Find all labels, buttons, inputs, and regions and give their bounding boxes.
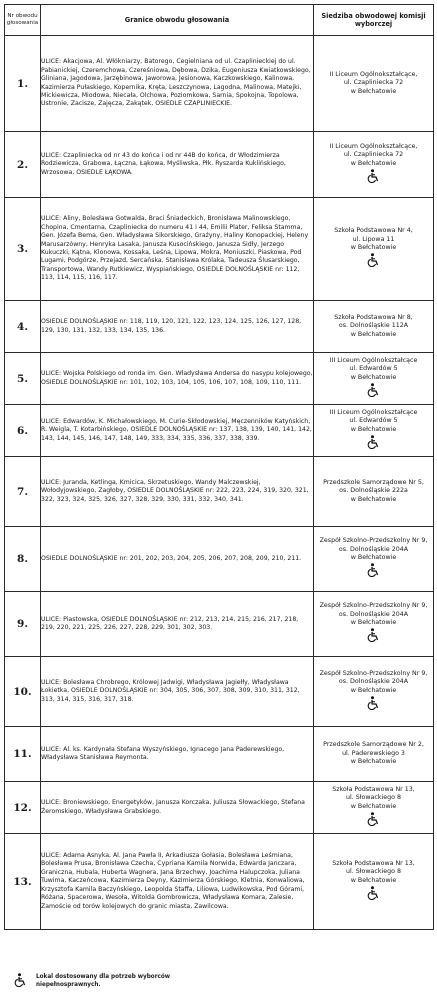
table-row <box>5 36 434 132</box>
seat-city: w Bełchatowie <box>350 876 397 884</box>
seat-name: III Liceum Ogólnokształcące <box>329 408 418 416</box>
seat-street: os. Dolnośląskie 204A <box>338 545 409 553</box>
wheelchair-icon <box>14 973 27 987</box>
table-row <box>5 592 434 657</box>
seat-city: w Bełchatowie <box>350 373 397 381</box>
seat-name: II Liceum Ogólnokształcące, <box>329 70 418 78</box>
district-number: 1. <box>5 36 41 132</box>
legend-text: Lokal dostosowany dla potrzeb wyborców niepełnosprawnych. <box>36 974 171 988</box>
table-row <box>5 457 434 527</box>
table-row <box>5 353 434 405</box>
seat-city: w Bełchatowie <box>350 495 397 503</box>
table-row <box>5 782 434 834</box>
district-number: 10. <box>5 657 41 727</box>
header-commission-seat: Siedziba obwodowej komisji wyborczej <box>314 5 434 36</box>
seat-name: Szkoła Podstawowa Nr 13, <box>332 859 415 867</box>
seat-name: Szkoła Podstawowa Nr 4, <box>334 227 413 235</box>
seat-city: w Bełchatowie <box>350 758 397 766</box>
district-number: 3. <box>5 198 41 301</box>
district-number: 9. <box>5 592 41 657</box>
wheelchair-icon <box>367 563 380 577</box>
seat-city: w Bełchatowie <box>350 686 397 694</box>
seat-city: w Bełchatowie <box>350 159 397 167</box>
seat-city: w Bełchatowie <box>350 425 397 433</box>
seat-street: ul. Edwardów 5 <box>349 417 398 425</box>
seat-name: Zespół Szkolno-Przedszkolny Nr 9, <box>319 537 428 545</box>
commission-seat <box>314 353 434 405</box>
table-header-row <box>5 5 434 36</box>
seat-street: os. Dolnośląskie 222a <box>339 487 408 495</box>
district-bounds: ULICE: Piastowska, OSIEDLE DOLNOŚLĄSKIE nr: 212, 213, 214, 215, 216, 217, 218, 219, 220, 221, 225, 226, 227, 228, 229, 301, 302, 303. <box>41 592 314 657</box>
district-number: 6. <box>5 405 41 457</box>
wheelchair-icon <box>367 628 380 642</box>
commission-seat <box>314 198 434 301</box>
district-number: 7. <box>5 457 41 527</box>
seat-street: ul. Słowackiego 8 <box>346 868 401 876</box>
seat-city: w Bełchatowie <box>350 244 397 251</box>
seat-street: ul. Edwardów 5 <box>349 365 398 373</box>
district-number: 4. <box>5 301 41 353</box>
seat-city: w Bełchatowie <box>350 330 397 338</box>
district-bounds: ULICE: Wojska Polskiego od ronda im. Gen. Władysława Andersa do nasypu kolejowego, OSIEDLE DOLNOŚLĄSKIE nr: 101, 102, 103, 104, 105, 106, 107, 108, 109, 110, 111. <box>41 353 314 405</box>
district-number: 13. <box>5 834 41 930</box>
district-bounds: ULICE: Edwardów, K. Michałowskiego, M. Curie-Skłodowskiej, Męczenników Katyńskich, R. Weigla, T. Kotarbińskiego, OSIEDLE DOLNOŚLĄSKIE nr: 137, 138, 139, 140, 141, 142, 143, 144, 145, 146, 147, 148, 149, 333, 334, 335, 336, 337, 338, 339. <box>41 405 314 457</box>
table-row <box>5 405 434 457</box>
commission-seat <box>314 782 434 834</box>
seat-name: II Liceum Ogólnokształcące, <box>329 142 418 150</box>
district-bounds: ULICE: Czaplinіecka od nr 43 do końca i od nr 44B do końca, dr Włodzimierza Rodziewicza, Grabowa, Łączna, Łąkowa, Myśliwska, Płk. Ryszarda Kuklińskiego, Wrzosowa, OSIEDLE ŁĄKOWA. <box>41 132 314 198</box>
wheelchair-icon <box>367 435 380 449</box>
commission-seat <box>314 36 434 132</box>
commission-seat <box>314 405 434 457</box>
district-number: 8. <box>5 527 41 592</box>
commission-seat <box>314 657 434 727</box>
seat-street: ul. Czapliniecka 72 <box>343 79 404 87</box>
seat-name: Zespół Szkolno-Przedszkolny Nr 9, <box>319 669 428 677</box>
commission-seat <box>314 527 434 592</box>
table-row <box>5 657 434 727</box>
commission-seat <box>314 301 434 353</box>
district-bounds: ULICE: Adama Asnyka, Al. Jana Pawła II, Arkadiusza Gołasia, Bolesława Leśmiana, Bolesława Prusa, Bronisława Czecha, Cypriana Kamila Norwida, Edwarda Janczara, Graniczna, Hubala, Huberta Wagnera, Jana Brzechwy, Joachima Halupczoka, Juliana Tuwima, Kaczeńcowa, Kazimierza Deyny, Kazimierza Górskiego, Kletnia, Konwaliowa, Krzysztofa Kamila Baczyńskiego, Leopolda Staffa, Liliowa, Ludwikowska, Pod Górami, Różana, Spacerowa, Wesoła, Witolda Gombrowicza, Władysława Komara, Zalesie, Zamoście od torów kolejowych do granic miasta, Zawilcowa. <box>41 834 314 930</box>
table-row <box>5 527 434 592</box>
district-bounds: OSIEDLE DOLNOŚLĄSKIE nr: 118, 119, 120, 121, 122, 123, 124, 125, 126, 127, 128, 129, 130, 131, 132, 133, 134, 135, 136. <box>41 301 314 353</box>
seat-city: w Bełchatowie <box>350 802 397 810</box>
seat-name: Szkoła Podstawowa Nr 13, <box>332 785 415 793</box>
table-row <box>5 301 434 353</box>
district-number: 11. <box>5 727 41 782</box>
seat-name: Szkoła Podstawowa Nr 8, <box>334 313 413 321</box>
commission-seat <box>314 592 434 657</box>
wheelchair-icon <box>367 812 380 826</box>
seat-name: Zespół Szkolno-Przedszkolny Nr 9, <box>319 602 428 610</box>
seat-city: w Bełchatowie <box>350 87 397 95</box>
district-bounds: ULICE: Juranda, Ketlinga, Kmicica, Skrzetuskiego, Wandy Malczewskiej, Wołodyjowskiego, Zagłoby, OSIEDLE DOLNOŚLĄSKIE nr: 222, 223, 224, 319, 320, 321, 322, 323, 324, 325, 326, 327, 328, 329, 330, 331, 332, 340, 341. <box>41 457 314 527</box>
district-number: 12. <box>5 782 41 834</box>
district-bounds: ULICE: Broniewskiego, Energetyków, Janusza Korczaka, Juliusza Słowackiego, Stefana Żeromskiego, Władysława Grabskiego. <box>41 782 314 834</box>
seat-street: os. Dolnośląskie 112A <box>338 322 409 330</box>
seat-city: w Bełchatowie <box>350 554 397 561</box>
header-district-number: Nr obwodu głosowania <box>5 5 41 36</box>
district-number: 2. <box>5 132 41 198</box>
seat-street: os. Dolnośląskie 204A <box>338 610 409 618</box>
seat-street: os. Dolnośląskie 204A <box>338 678 409 686</box>
wheelchair-icon <box>367 886 380 900</box>
district-bounds: ULICE: Al. ks. Kardynała Stefana Wyszyńskiego, Ignacego Jana Paderewskiego, Władysława Stanisława Reymonta. <box>41 727 314 782</box>
commission-seat <box>314 132 434 198</box>
commission-seat <box>314 457 434 527</box>
seat-street: ul. Paderewskiego 3 <box>342 749 405 757</box>
voting-districts-table <box>4 4 434 930</box>
seat-name: Przedszkole Samorządowe Nr 5, <box>323 478 424 486</box>
wheelchair-icon <box>367 169 380 183</box>
district-number: 5. <box>5 353 41 405</box>
seat-name: Przedszkole Samorządowe Nr 2, <box>323 741 424 749</box>
table-row <box>5 727 434 782</box>
seat-street: ul. Lipowa 11 <box>352 235 395 243</box>
wheelchair-icon <box>367 383 380 397</box>
seat-name: III Liceum Ogólnokształcące <box>329 356 418 364</box>
seat-street: ul. Słowackiego 8 <box>346 794 401 802</box>
commission-seat <box>314 834 434 930</box>
district-bounds: ULICE: Akacjowa, Al. Włókniarzy, Batorego, Cegielniana od ul. Czaplinieckiej do ul. Pabianickiej, Czeremchowa, Czereśniowa, Dębowa, Dzika, Eugeniusza Kwiatkowskiego, Glinianа, Jagodowa, Jarzębinowa, Jaworowa, Jesionowa, Kaczkowskiego, Kalinowa, Kazimierza Pułaskiego, Kopernika, Kręta, Leszczynowa, Lagodna, Malinowa, Matejki, Mickiewicza, Miodowa, Niecała, Olchowa, Poziomkowa, Sarnia, Spokojna, Topolowa, Ustronie, Zacisze, Zajęcza, Zakątek, OSIEDLE CZAPLINIECKIE. <box>41 36 314 132</box>
legend <box>14 970 194 996</box>
wheelchair-icon <box>367 253 380 267</box>
wheelchair-icon <box>367 696 380 710</box>
seat-street: ul. Czaplinіecka 72 <box>343 151 404 159</box>
district-bounds: ULICE: Aliny, Bolesława Gotwalda, Braci Śniadeckich, Bronisława Malinowskiego, Chopina, Cmentarna, Czaplinіecka do numeru 41 i 44, Emilii Plater, Feliksa Stamma, Gen. Józefa Bema, Gen. Władysława Sikorskiego, Grażyny, Haliny Konopackiej, Heleny Marusarzówny, Henryka Lasaka, Janusza Kusocińskiego, Janusza Sidły, Jerzego Kukuczki, Kątna, Klonowa, Kossaka, Leśna, Lipowa, Mokra, Moniuszki, Piaskowa, Pod Lugami, Podgórze, Przejazd, Sercańska, Stanisława Królaka, Tadeusza Ślusarskiego, Transportowa, Wandy Rutkiewicz, Wyspiańskiego, OSIEDLE DOLNOŚLĄSKIE nr: 112, 113, 114, 115, 116, 117. <box>41 198 314 301</box>
table-row <box>5 834 434 930</box>
district-bounds: ULICE: Bolesława Chrobrego, Królowej Jadwigi, Władysława Jagiełły, Władysława Łokietka, OSIEDLE DOLNOŚLĄSKIE nr: 304, 305, 306, 307, 308, 309, 310, 311, 312, 313, 314, 315, 316, 317, 318. <box>41 657 314 727</box>
district-bounds: OSIEDLE DOLNOŚLĄSKIE nr: 201, 202, 203, 204, 205, 206, 207, 208, 209, 210, 211. <box>41 527 314 592</box>
table-row <box>5 132 434 198</box>
commission-seat <box>314 727 434 782</box>
seat-city: w Bełchatowie <box>350 619 397 626</box>
table-row <box>5 198 434 301</box>
header-district-bounds: Granice obwodu głosowania <box>41 5 314 36</box>
table-body <box>5 36 434 930</box>
